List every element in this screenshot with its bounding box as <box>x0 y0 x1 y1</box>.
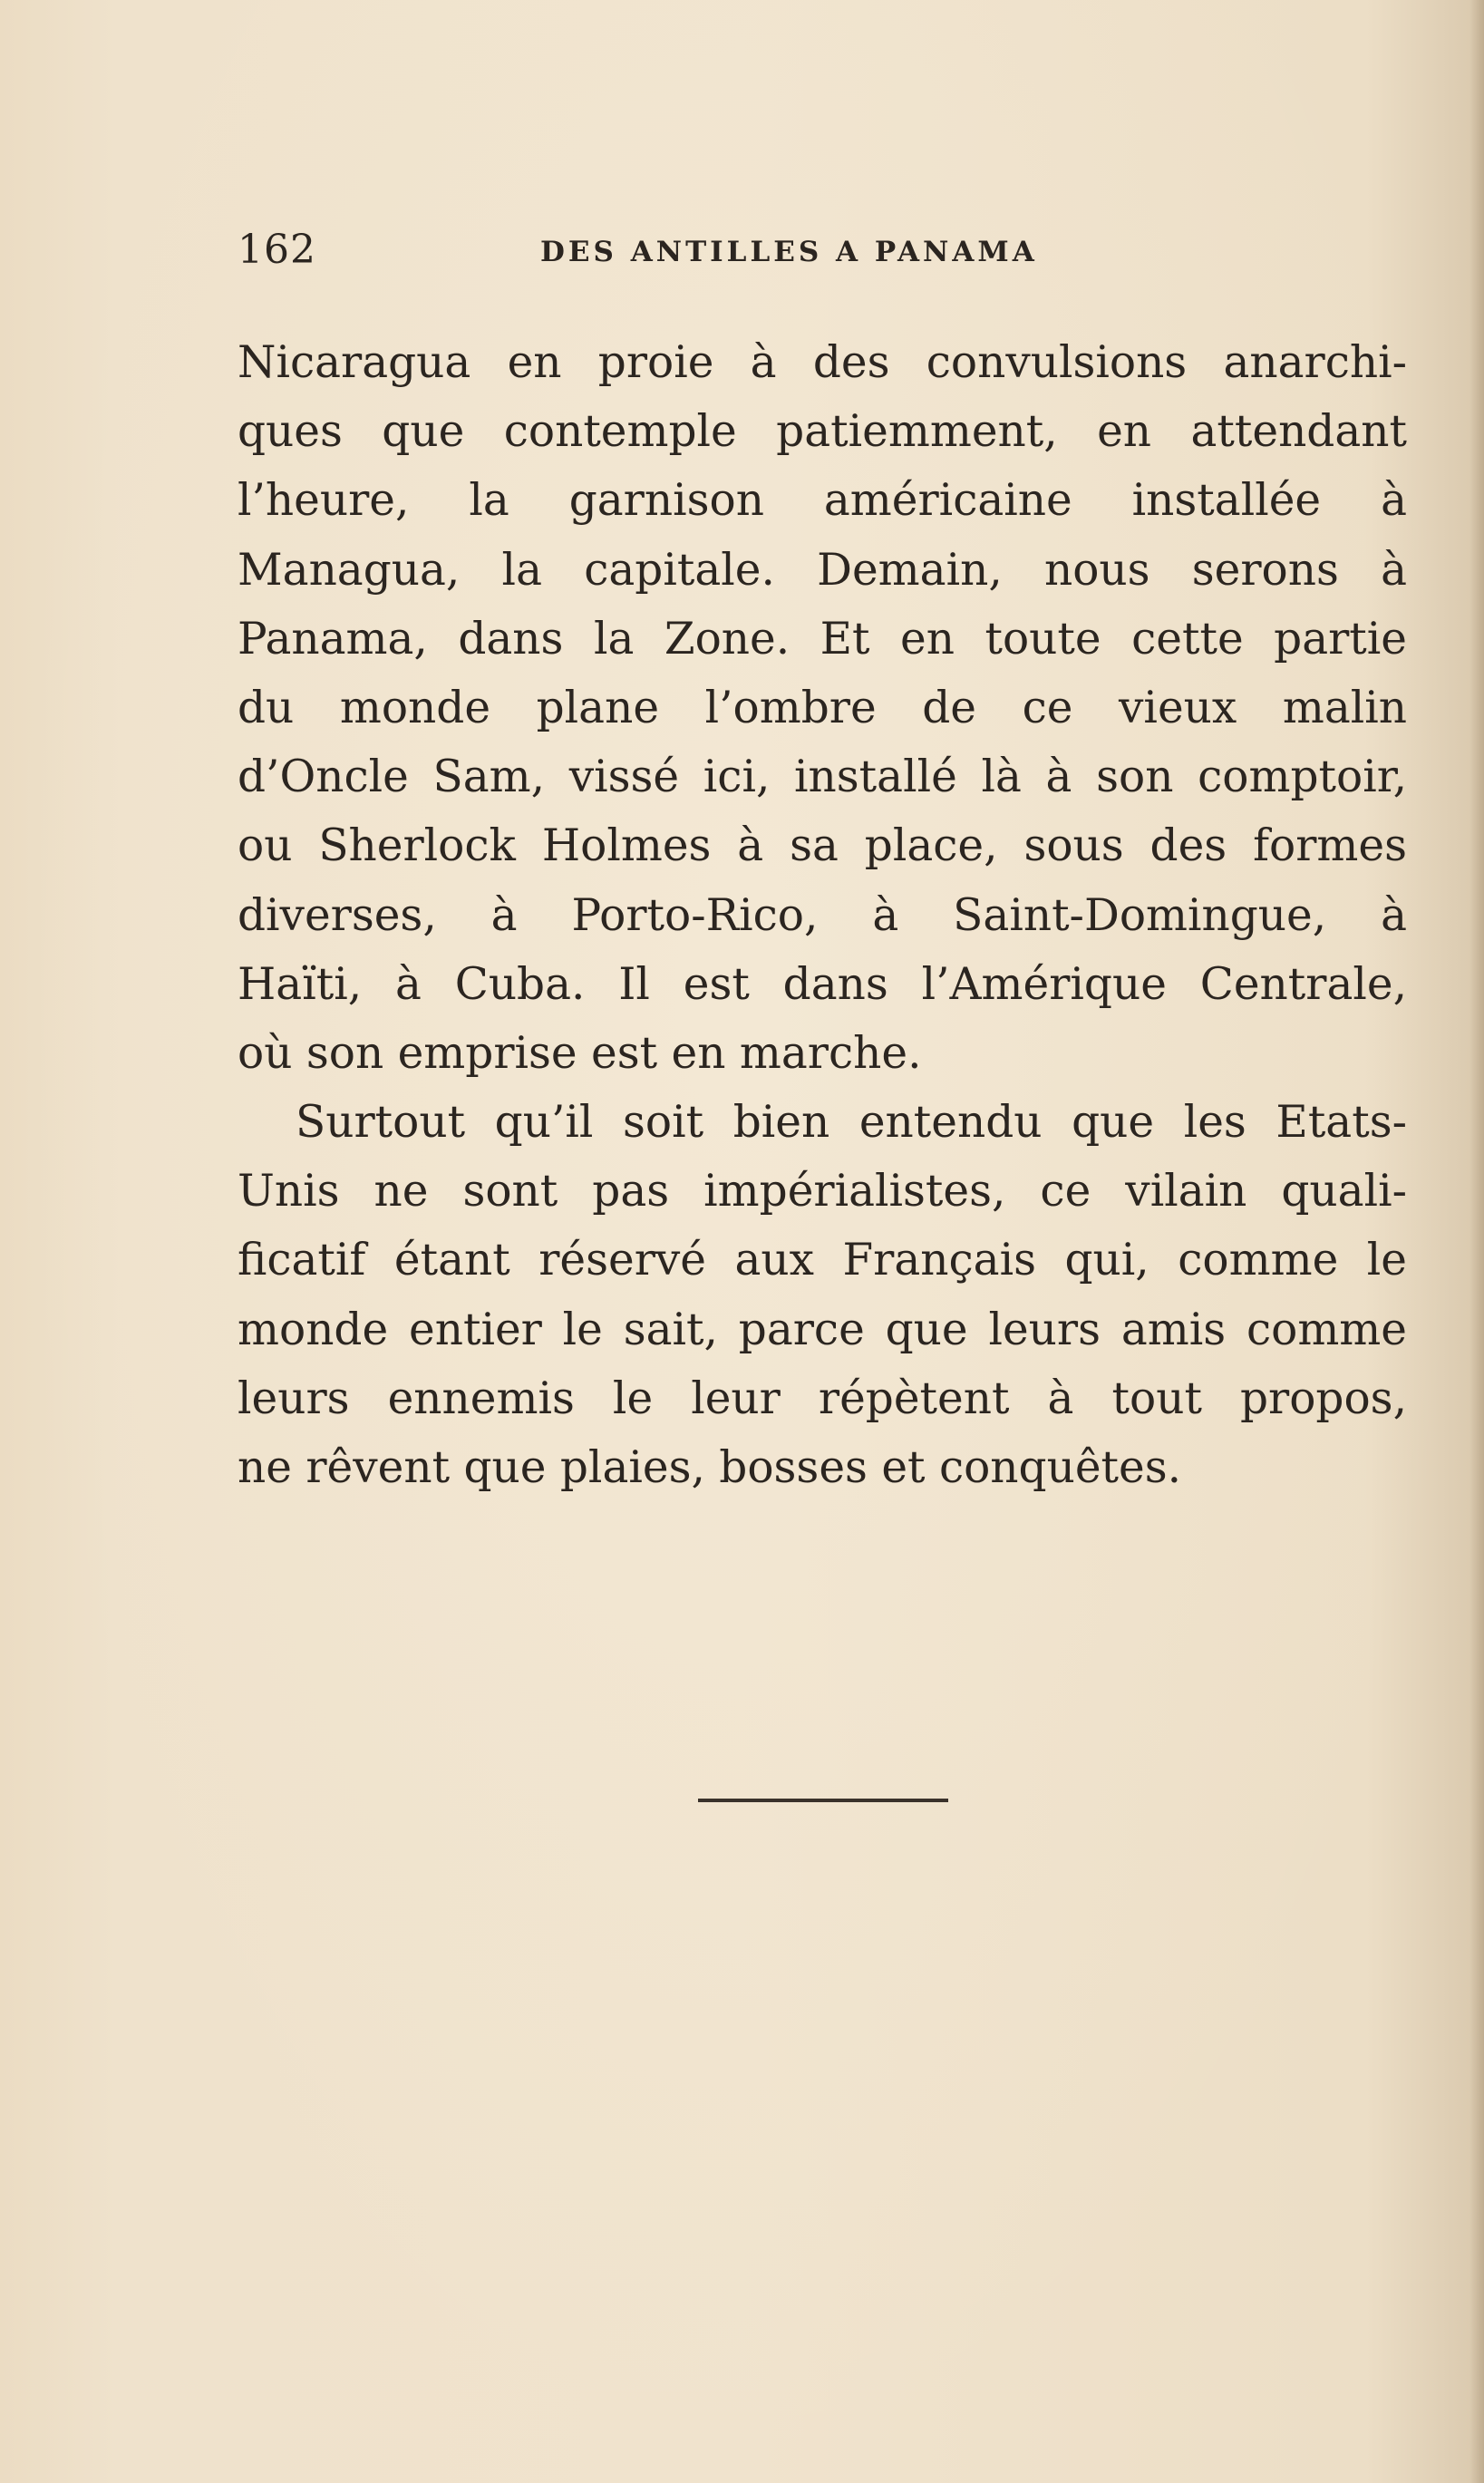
text-line: leurs ennemis le leur répètent à tout propos, <box>238 1372 1407 1424</box>
body-text <box>238 328 1407 1502</box>
section-end-rule <box>698 1799 948 1802</box>
text-line: Nicaragua en proie à des convulsions anarchi- <box>238 337 1407 388</box>
running-title: DES ANTILLES A PANAMA <box>540 236 1038 268</box>
page-edge-shadow <box>1469 0 1484 2483</box>
text-line: l’heure, la garnison américaine installée à <box>238 475 1407 527</box>
text-line-paragraph-end: où son emprise est en marche. <box>238 1027 922 1079</box>
text-line: Unis ne sont pas impérialistes, ce vilain quali- <box>238 1166 1407 1217</box>
text-line: ficatif étant réservé aux Français qui, comme le <box>238 1235 1407 1286</box>
page-number: 162 <box>238 227 316 273</box>
text-line: Haïti, à Cuba. Il est dans l’Amérique Centrale, <box>238 958 1407 1010</box>
text-line: ou Sherlock Holmes à sa place, sous des formes <box>238 820 1407 872</box>
text-line: monde entier le sait, parce que leurs amis comme <box>238 1304 1407 1355</box>
text-line: ques que contemple patiemment, en attendant <box>238 406 1407 458</box>
text-line: du monde plane l’ombre de ce vieux malin <box>238 682 1407 733</box>
text-line: Managua, la capitale. Demain, nous serons à <box>238 544 1407 596</box>
text-line: d’Oncle Sam, vissé ici, installé là à son comptoir, <box>238 752 1407 803</box>
text-line-paragraph-start: Surtout qu’il soit bien entendu que les Etats- <box>296 1097 1407 1149</box>
text-line: Panama, dans la Zone. Et en toute cette partie <box>238 613 1407 664</box>
text-line-paragraph-end: ne rêvent que plaies, bosses et conquêtes. <box>238 1442 1182 1493</box>
text-line: diverses, à Porto-Rico, à Saint-Domingue, à <box>238 889 1407 941</box>
running-head <box>238 223 1407 277</box>
